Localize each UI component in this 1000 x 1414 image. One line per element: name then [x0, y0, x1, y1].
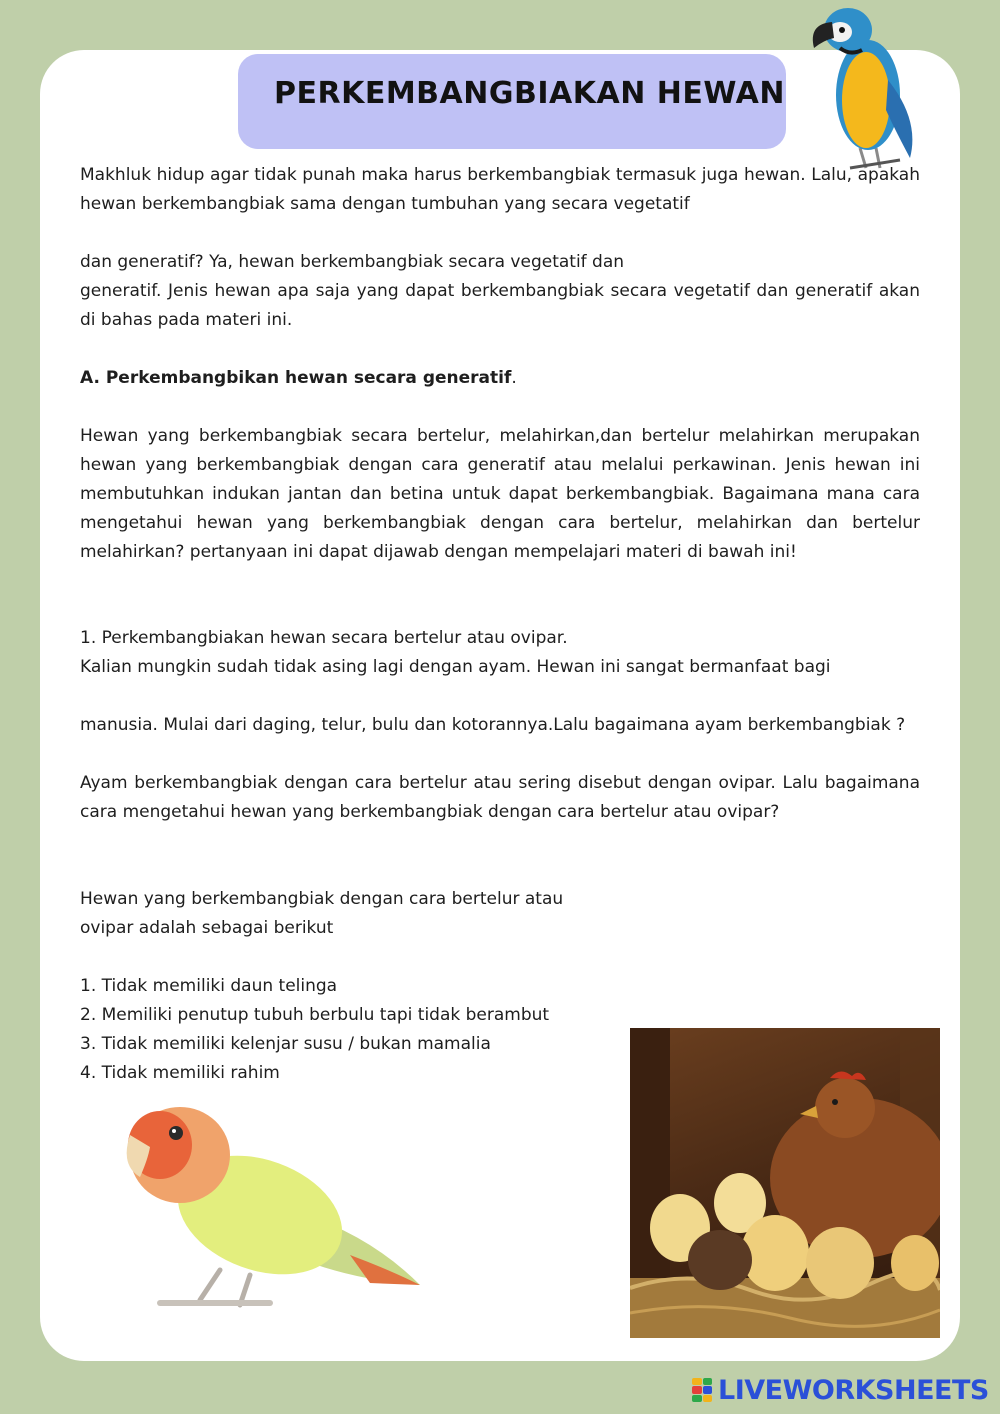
lovebird-image: [120, 1095, 430, 1315]
section-a-heading: A. Perkembangbikan hewan secara generatif: [80, 368, 512, 388]
liveworksheets-logo-icon: [692, 1378, 712, 1402]
liveworksheets-logo: [692, 1372, 989, 1408]
list-item: 1. Tidak memiliki daun telinga: [80, 976, 338, 996]
section-a-heading-line: [80, 364, 920, 393]
section-a-paragraph: Hewan yang berkembangbiak secara bertelur, melahirkan,dan bertelur melahirkan merupakan hewan yang berkembangbiak dengan cara generatif atau melalui perkawinan. Jenis hewan ini membutuhkan indukan jantan dan betina untuk dapat berkembangbiak. Bagaimana mana cara mengetahui hewan yang berkembangbiak dengan cara bertelur, melahirkan dan bertelur melahirkan? pertanyaan ini dapat dijawab dengan mempelajari materi di bawah ini!: [80, 426, 920, 562]
ovipar-subheading: 1. Perkembangbiakan hewan secara bertelur atau ovipar.: [80, 628, 568, 648]
list-item: 4. Tidak memiliki rahim: [80, 1063, 280, 1083]
section-a-heading-period: .: [511, 368, 517, 388]
hen-with-chicks-drawing: [630, 1028, 940, 1338]
list-item: 3. Tidak memiliki kelenjar susu / bukan mamalia: [80, 1034, 491, 1054]
liveworksheets-logo-text: LIVEWORKSHEETS: [718, 1374, 989, 1406]
hen-with-chicks-image: [630, 1028, 940, 1338]
ovipar-paragraph-3: Ayam berkembangbiak dengan cara bertelur atau sering disebut dengan ovipar. Lalu bagaimana cara mengetahui hewan yang berkembangbiak dengan cara bertelur atau ovipar?: [80, 773, 920, 822]
intro-paragraph-2: dan generatif? Ya, hewan berkembangbiak secara vegetatif dan: [80, 252, 625, 272]
list-item: 2. Memiliki penutup tubuh berbulu tapi tidak berambut: [80, 1005, 550, 1025]
traits-intro-line-1: Hewan yang berkembangbiak dengan cara bertelur atau: [80, 889, 564, 909]
traits-intro-line-2: ovipar adalah sebagai berikut: [80, 918, 334, 938]
page-title: PERKEMBANGBIAKAN HEWAN: [274, 76, 785, 111]
ovipar-paragraph-1: Kalian mungkin sudah tidak asing lagi dengan ayam. Hewan ini sangat bermanfaat bagi: [80, 657, 831, 677]
intro-paragraph-1: Makhluk hidup agar tidak punah maka harus berkembangbiak termasuk juga hewan. Lalu, apakah hewan berkembangbiak sama dengan tumbuhan yang secara vegetatif: [80, 165, 920, 214]
ovipar-traits-list: [80, 972, 640, 1088]
ovipar-paragraph-2: manusia. Mulai dari daging, telur, bulu dan kotorannya.Lalu bagaimana ayam berkembangbiak ?: [80, 715, 906, 735]
intro-paragraph-3: generatif. Jenis hewan apa saja yang dapat berkembangbiak secara vegetatif dan generatif akan di bahas pada materi ini.: [80, 281, 920, 330]
macaw-parrot-image: [800, 0, 935, 170]
